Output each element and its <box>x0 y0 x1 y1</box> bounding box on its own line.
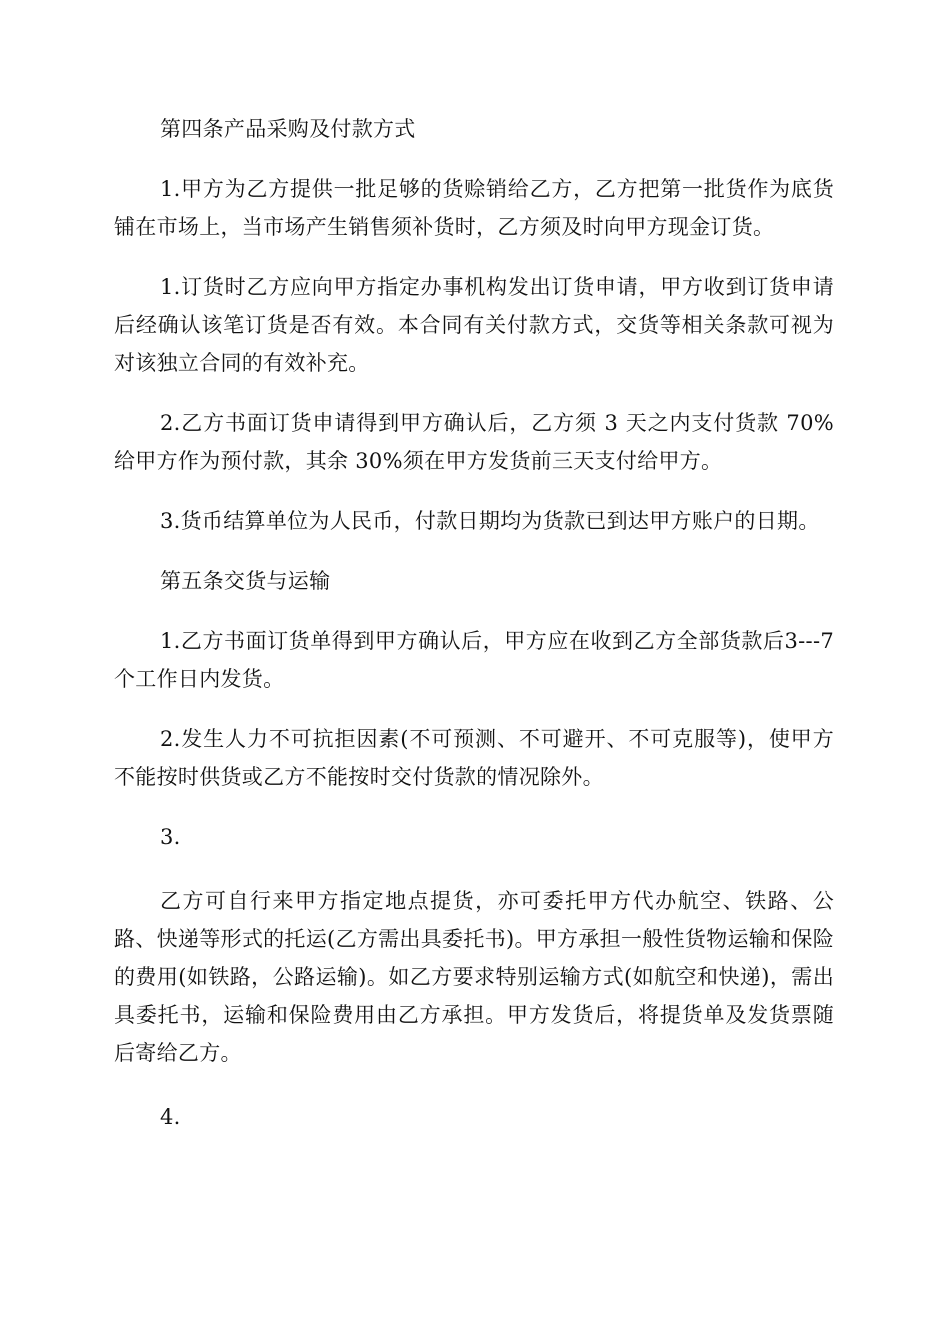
section-heading-article-5: 第五条交货与运输 <box>160 569 331 593</box>
clause-paragraph: 1.乙方书面订货单得到甲方确认后，甲方应在收到乙方全部货款后3---7 个工作日内发货。 <box>114 629 834 691</box>
clause-paragraph: 2.乙方书面订货申请得到甲方确认后，乙方须 3 天之内支付货款 70%给甲方作为预付款，其余 30%须在甲方发货前三天支付给甲方。 <box>114 411 834 473</box>
clause-number: 3. <box>160 825 181 849</box>
section-heading-article-4: 第四条产品采购及付款方式 <box>160 117 416 141</box>
clause-paragraph: 3.货币结算单位为人民币，付款日期均为货款已到达甲方账户的日期。 <box>160 509 820 533</box>
clause-paragraph: 1.订货时乙方应向甲方指定办事机构发出订货申请，甲方收到订货申请后经确认该笔订货是否有效。本合同有关付款方式，交货等相关条款可视为对该独立合同的有效补充。 <box>114 275 834 375</box>
clause-paragraph: 2.发生人力不可抗拒因素(不可预测、不可避开、不可克服等)，使甲方不能按时供货或乙方不能按时交付货款的情况除外。 <box>114 727 834 789</box>
document-body <box>114 110 834 1158</box>
clause-paragraph: 乙方可自行来甲方指定地点提货，亦可委托甲方代办航空、铁路、公路、快递等形式的托运(乙方需出具委托书)。甲方承担一般性货物运输和保险的费用(如铁路，公路运输)。如乙方要求特别运输方式(如航空和快递)，需出具委托书，运输和保险费用由乙方承担。甲方发货后，将提货单及发货票随后寄给乙方。 <box>114 889 834 1065</box>
clause-paragraph: 1.甲方为乙方提供一批足够的货赊销给乙方，乙方把第一批货作为底货铺在市场上，当市场产生销售须补货时，乙方须及时向甲方现金订货。 <box>114 177 834 239</box>
clause-number: 4. <box>160 1105 181 1129</box>
